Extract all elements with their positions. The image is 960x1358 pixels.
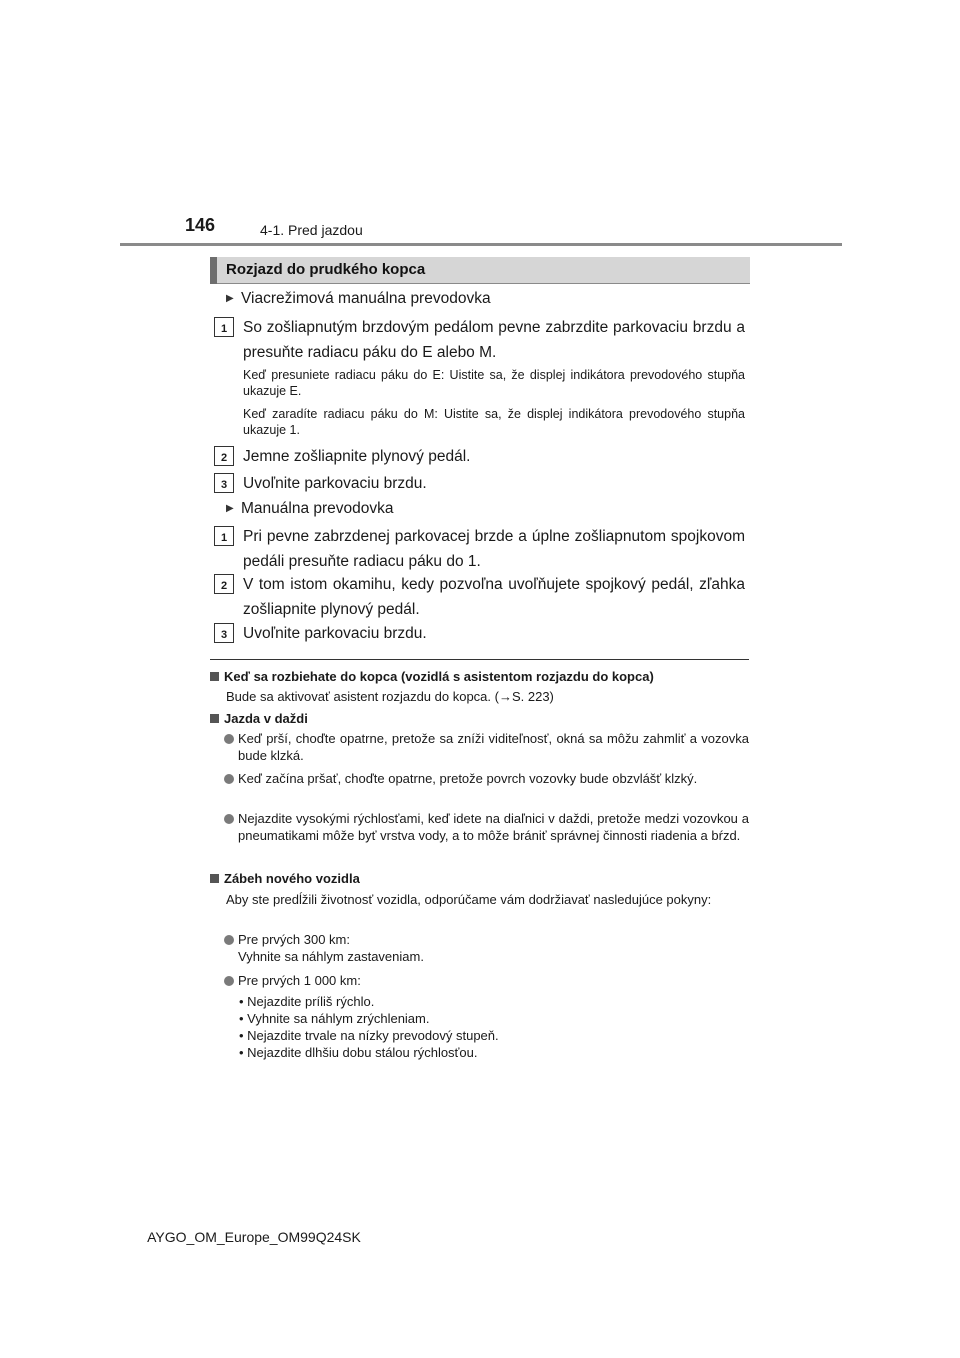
bullet-text: Keď začína pršať, choďte opatrne, pretože povrch vozovky bude obzvlášť klzký.	[238, 771, 698, 786]
bullet-text: Keď prší, choďte opatrne, pretože sa zníži viditeľnosť, okná sa môžu zahmliť a vozovka bude klzká.	[238, 731, 749, 763]
info-text: Bude sa aktivovať asistent rozjazdu do kopca. (→S. 223)	[226, 689, 554, 704]
manual-heading	[226, 500, 394, 518]
info-heading-text: Keď sa rozbiehate do kopca (vozidlá s asistentom rozjazdu do kopca)	[224, 669, 654, 684]
step-number-box: 2	[214, 446, 234, 466]
footer	[0, 1229, 960, 1245]
multimode-heading	[226, 290, 491, 308]
step-number-box: 3	[214, 473, 234, 493]
info-heading	[210, 669, 654, 684]
info-text: Aby ste predĺžili životnosť vozidla, odporúčame vám dodržiavať nasledujúce pokyny:	[226, 892, 712, 907]
info-heading	[210, 871, 360, 886]
square-bullet-icon	[210, 672, 219, 681]
section-title-box	[210, 257, 750, 284]
section-divider	[210, 659, 749, 660]
triangle-right-icon: ▶	[226, 503, 234, 514]
step-text: Pri pevne zabrzdenej parkovacej brzde a úplne zošliapnutom spojkovom pedáli presuňte radiacu páku do 1.	[243, 528, 745, 570]
square-bullet-icon	[210, 714, 219, 723]
step-number-box: 1	[214, 526, 234, 546]
bullet-text: Pre prvých 300 km:	[238, 932, 350, 947]
list-item: • Nejazdite trvale na nízky prevodový stupeň.	[239, 1028, 499, 1043]
list-item: • Vyhnite sa náhlym zrýchleniam.	[239, 1011, 430, 1026]
circle-bullet-icon	[224, 935, 234, 945]
step-text: Uvoľnite parkovaciu brzdu.	[243, 475, 427, 492]
bullet-text: Nejazdite vysokými rýchlosťami, keď idete na diaľnici v daždi, pretože medzi vozovkou a pneumatikami môže byť vrstva vody, a to môže brániť správnej činnosti riadenia a bŕzd.	[238, 811, 749, 843]
step-number-box: 1	[214, 317, 234, 337]
manual-heading-text: Manuálna prevodovka	[241, 500, 394, 517]
section-title-accent	[210, 257, 217, 284]
circle-bullet-icon	[224, 976, 234, 986]
bullet-text: Pre prvých 1 000 km:	[238, 973, 361, 988]
bullet-subtext: Vyhnite sa náhlym zastaveniam.	[238, 949, 424, 964]
header-divider	[120, 243, 842, 246]
step-text: Jemne zošliapnite plynový pedál.	[243, 448, 471, 465]
info-heading-text: Zábeh nového vozidla	[224, 871, 360, 886]
page-number: 146	[185, 215, 216, 235]
note-text: Keď presuniete radiacu páku do E: Uistite sa, že displej indikátora prevodového stupňa ukazuje E.	[243, 368, 745, 398]
multimode-heading-text: Viacrežimová manuálna prevodovka	[241, 290, 491, 307]
circle-bullet-icon	[224, 774, 234, 784]
list-item: • Nejazdite dlhšiu dobu stálou rýchlosťou.	[239, 1045, 478, 1060]
circle-bullet-icon	[224, 734, 234, 744]
note-text: Keď zaradíte radiacu páku do M: Uistite sa, že displej indikátora prevodového stupňa ukazuje 1.	[243, 407, 745, 437]
header-section-title: 4-1. Pred jazdou	[260, 222, 363, 238]
circle-bullet-icon	[224, 814, 234, 824]
footer-code: AYGO_OM_Europe_OM99Q24SK	[147, 1229, 361, 1245]
list-item: • Nejazdite príliš rýchlo.	[239, 994, 375, 1009]
step-text: V tom istom okamihu, kedy pozvoľna uvoľňujete spojkový pedál, zľahka zošliapnite plynový pedál.	[243, 576, 745, 618]
square-bullet-icon	[210, 874, 219, 883]
step-text: So zošliapnutým brzdovým pedálom pevne zabrzdite parkovaciu brzdu a presuňte radiacu páku do E alebo M.	[243, 319, 745, 361]
info-heading	[210, 711, 308, 726]
step-text: Uvoľnite parkovaciu brzdu.	[243, 625, 427, 642]
step-number-box: 3	[214, 623, 234, 643]
triangle-right-icon: ▶	[226, 293, 234, 304]
info-heading-text: Jazda v daždi	[224, 711, 308, 726]
section-title: Rozjazd do prudkého kopca	[226, 261, 426, 278]
step-number-box: 2	[214, 574, 234, 594]
